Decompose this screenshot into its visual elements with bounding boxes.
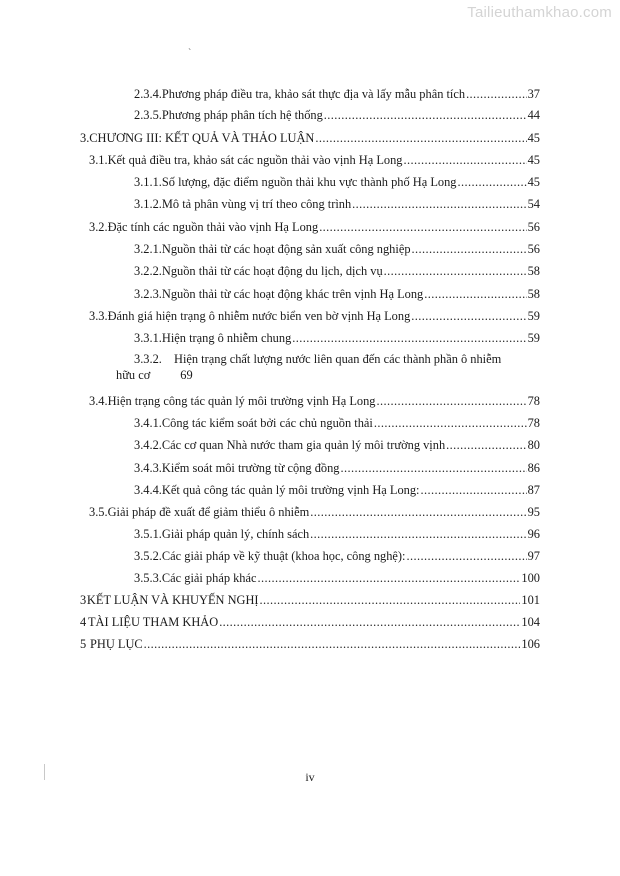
toc-leader-dots bbox=[424, 287, 526, 302]
toc-page-number: 69 bbox=[180, 368, 193, 382]
toc-entry[interactable] bbox=[134, 175, 540, 190]
toc-leader-dots bbox=[407, 549, 527, 564]
toc-leader-dots bbox=[260, 593, 521, 608]
toc-entry[interactable] bbox=[134, 571, 540, 586]
toc-entry[interactable] bbox=[80, 593, 540, 608]
toc-number: 3.5.3. bbox=[134, 571, 162, 585]
toc-leader-dots bbox=[412, 242, 527, 257]
toc-page-number: 106 bbox=[521, 637, 540, 651]
toc-number: 3.3.2. bbox=[134, 352, 162, 366]
toc-number: 3.1.1. bbox=[134, 175, 162, 189]
toc-title: KẾT LUẬN VÀ KHUYẾN NGHỊ bbox=[86, 593, 259, 607]
page-number: iv bbox=[305, 770, 315, 784]
toc-number: 3.1.2. bbox=[134, 197, 162, 211]
toc-page-number: 37 bbox=[527, 87, 540, 101]
toc-number: 3.2. bbox=[89, 220, 108, 234]
toc-page-number: 58 bbox=[527, 264, 540, 278]
toc-leader-dots bbox=[144, 637, 521, 652]
toc-number: 3.3. bbox=[89, 309, 108, 323]
toc-entry[interactable] bbox=[134, 549, 540, 564]
toc-entry[interactable] bbox=[80, 637, 540, 652]
toc-entry[interactable] bbox=[89, 505, 540, 520]
toc-title: Giải pháp đề xuất để giảm thiểu ô nhiễm bbox=[107, 505, 310, 519]
toc-number: 3.4.1. bbox=[134, 416, 162, 430]
toc-page-number: 96 bbox=[527, 527, 540, 541]
toc-leader-dots bbox=[324, 108, 527, 123]
toc-page-number: 86 bbox=[527, 461, 540, 475]
toc-page-number: 58 bbox=[527, 287, 540, 301]
toc-leader-dots bbox=[458, 175, 527, 190]
toc-leader-dots bbox=[341, 461, 527, 476]
toc-number: 3.2.2. bbox=[134, 264, 162, 278]
toc-number: 3.1. bbox=[89, 153, 108, 167]
toc-title: Phương pháp phân tích hệ thống bbox=[161, 108, 323, 122]
toc-number: 3.5. bbox=[89, 505, 108, 519]
toc-title: Kiểm soát môi trường từ cộng đồng bbox=[161, 461, 340, 475]
toc-leader-dots bbox=[219, 615, 520, 630]
toc-page-number: 54 bbox=[527, 197, 540, 211]
toc-leader-dots bbox=[411, 309, 526, 324]
toc-entry[interactable] bbox=[80, 615, 540, 630]
toc-entry[interactable] bbox=[134, 242, 540, 257]
toc-title: Kết quả công tác quản lý môi trường vịnh Hạ Long: bbox=[161, 483, 420, 497]
toc-entry[interactable] bbox=[134, 331, 540, 346]
toc-number: 3.4. bbox=[89, 394, 108, 408]
toc-number: 3.2.1. bbox=[134, 242, 162, 256]
toc-entry[interactable] bbox=[134, 416, 540, 431]
toc-entry[interactable] bbox=[134, 287, 540, 302]
toc-title: Số lượng, đặc điểm nguồn thải khu vực thành phố Hạ Long bbox=[161, 175, 457, 189]
toc-leader-dots bbox=[384, 264, 527, 279]
toc-title: Hiện trạng ô nhiễm chung bbox=[161, 331, 292, 345]
toc-leader-dots bbox=[352, 197, 526, 212]
toc-entry-wrapped[interactable] bbox=[134, 352, 540, 367]
toc-entry[interactable] bbox=[89, 153, 540, 168]
toc-number: 3.5.2. bbox=[134, 549, 162, 563]
toc-number: 2.3.5. bbox=[134, 108, 162, 122]
toc-number: 3.2.3. bbox=[134, 287, 162, 301]
toc-title: TÀI LIỆU THAM KHẢO bbox=[87, 615, 219, 629]
toc-page-number: 104 bbox=[521, 615, 540, 629]
toc-number: 3.5.1. bbox=[134, 527, 162, 541]
toc-leader-dots bbox=[310, 527, 526, 542]
stray-mark: ` bbox=[188, 48, 192, 59]
toc-title: Hiện trạng chất lượng nước liên quan đến các thành phần ô nhiễm bbox=[174, 352, 502, 366]
toc-title: Nguồn thải từ các hoạt động sản xuất công nghiệp bbox=[161, 242, 411, 256]
toc-entry-continuation[interactable] bbox=[116, 368, 193, 383]
toc-number: 4 bbox=[80, 615, 87, 629]
watermark: Tailieuthamkhao.com bbox=[467, 4, 612, 21]
toc-number: 2.3.4. bbox=[134, 87, 162, 101]
toc-title: Giải pháp quản lý, chính sách bbox=[161, 527, 310, 541]
toc-title: Phương pháp điều tra, khảo sát thực địa và lấy mẫu phân tích bbox=[161, 87, 466, 101]
toc-entry[interactable] bbox=[80, 131, 540, 146]
toc-entry[interactable] bbox=[89, 220, 540, 235]
toc-title: Đánh giá hiện trạng ô nhiễm nước biển ven bờ vịnh Hạ Long bbox=[107, 309, 411, 323]
toc-title: Mô tả phân vùng vị trí theo công trình bbox=[161, 197, 352, 211]
toc-entry[interactable] bbox=[134, 438, 540, 453]
toc-title: Nguồn thải từ các hoạt động du lịch, dịch vụ bbox=[161, 264, 383, 278]
toc-page-number: 45 bbox=[527, 153, 540, 167]
toc-number: 3.4.3. bbox=[134, 461, 162, 475]
toc-page-number: 56 bbox=[527, 242, 540, 256]
toc-title-continuation: hữu cơ bbox=[116, 368, 151, 382]
toc-number: 3 bbox=[80, 593, 87, 607]
toc-title: Nguồn thải từ các hoạt động khác trên vịnh Hạ Long bbox=[161, 287, 424, 301]
toc-page-number: 56 bbox=[527, 220, 540, 234]
toc-page-number: 80 bbox=[527, 438, 540, 452]
toc-number: 3.3.1. bbox=[134, 331, 162, 345]
toc-entry[interactable] bbox=[134, 527, 540, 542]
toc-leader-dots bbox=[315, 131, 526, 146]
toc-leader-dots bbox=[310, 505, 526, 520]
toc-entry[interactable] bbox=[134, 461, 540, 476]
toc-number: 3. bbox=[80, 131, 90, 145]
toc-title: Công tác kiểm soát bởi các chủ nguồn thải bbox=[161, 416, 373, 430]
toc-page-number: 44 bbox=[527, 108, 540, 122]
toc-leader-dots bbox=[420, 483, 526, 498]
toc-entry[interactable] bbox=[134, 87, 540, 102]
toc-leader-dots bbox=[403, 153, 526, 168]
toc-entry[interactable] bbox=[134, 264, 540, 279]
toc-number: 5 bbox=[80, 637, 87, 651]
toc-title: Các cơ quan Nhà nước tham gia quản lý môi trường vịnh bbox=[161, 438, 446, 452]
toc-page-number: 78 bbox=[527, 416, 540, 430]
toc-entry[interactable] bbox=[134, 197, 540, 212]
toc-page-number: 100 bbox=[521, 571, 540, 585]
toc-title: Các giải pháp về kỹ thuật (khoa học, công nghệ): bbox=[161, 549, 406, 563]
toc-leader-dots bbox=[466, 87, 527, 102]
toc-number: 3.4.2. bbox=[134, 438, 162, 452]
toc-entry[interactable] bbox=[89, 394, 540, 409]
toc-page-number: 45 bbox=[527, 131, 540, 145]
toc-leader-dots bbox=[292, 331, 526, 346]
toc-title: Hiện trạng công tác quản lý môi trường vịnh Hạ Long bbox=[107, 394, 376, 408]
toc-leader-dots bbox=[319, 220, 526, 235]
toc-page-number: 59 bbox=[527, 331, 540, 345]
toc-page-number: 45 bbox=[527, 175, 540, 189]
toc-page-number: 59 bbox=[527, 309, 540, 323]
toc-page-number: 101 bbox=[521, 593, 540, 607]
toc-title: Kết quả điều tra, khảo sát các nguồn thải vào vịnh Hạ Long bbox=[107, 153, 403, 167]
toc-page-number: 97 bbox=[527, 549, 540, 563]
toc-page-number: 78 bbox=[527, 394, 540, 408]
toc-entry[interactable] bbox=[134, 108, 540, 123]
toc-page-number: 87 bbox=[527, 483, 540, 497]
toc-entry[interactable] bbox=[89, 309, 540, 324]
toc-leader-dots bbox=[377, 394, 527, 409]
toc-title: Đặc tính các nguồn thải vào vịnh Hạ Long bbox=[107, 220, 319, 234]
toc-page-number: 95 bbox=[527, 505, 540, 519]
toc-title: PHỤ LỤC bbox=[89, 637, 143, 651]
toc-title: Các giải pháp khác bbox=[161, 571, 257, 585]
toc-leader-dots bbox=[446, 438, 526, 453]
toc-leader-dots bbox=[258, 571, 521, 586]
toc-leader-dots bbox=[374, 416, 527, 431]
toc-number: 3.4.4. bbox=[134, 483, 162, 497]
toc-title: CHƯƠNG III: KẾT QUẢ VÀ THẢO LUẬN bbox=[89, 131, 315, 145]
toc-entry[interactable] bbox=[134, 483, 540, 498]
